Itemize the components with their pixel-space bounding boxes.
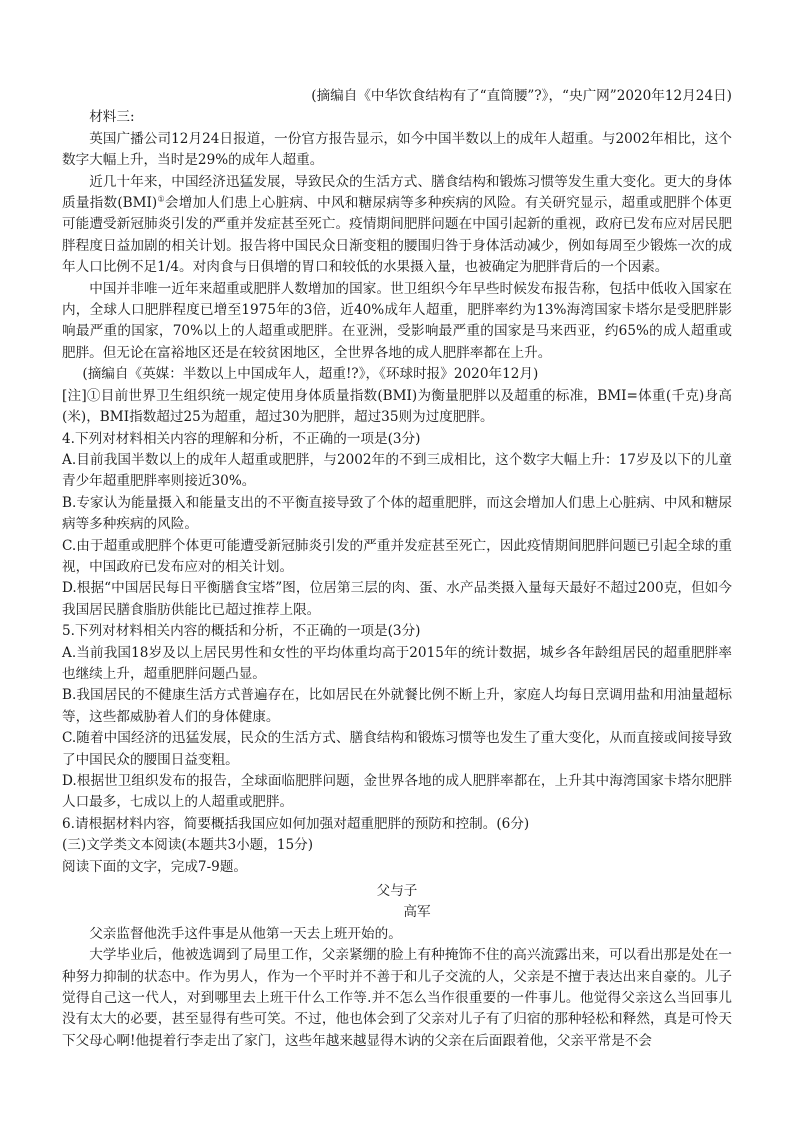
question-stem: 4.下列对材料相关内容的理解和分析，不正确的一项是(3分) bbox=[62, 430, 421, 447]
paragraph: 中国并非唯一近年来超重或肥胖人数增加的国家。世卫组织今年早些时候发布报告称，包括中低收入国家在内，全球人口肥胖程度已增至1975年的3倍，近40%成年人超重，肥胖率约为13%海湾国家卡塔尔是受肥胖影响最严重的国家，70%以上的人超重或肥胖。在亚洲，受影响最严重的国家是马来西亚，约65%的成人超重或肥胖。但无论在富裕地区还是在较贫困地区，全世界各地的成人肥胖率都在上升。 bbox=[62, 280, 732, 361]
option-a: A.当前我国18岁及以上居民男性和女性的平均体重均高于2015年的统计数据，城乡各年龄组居民的超重肥胖率也继续上升，超重肥胖问题凸显。 bbox=[62, 644, 732, 682]
paragraph: 大学毕业后，他被选调到了局里工作，父亲紧绷的脸上有种掩饰不住的高兴流露出来，可以看出那是处在一种努力抑制的状态中。作为男人，作为一个平时并不善于和儿子交流的人，父亲是不擅于表达出来自豪的。儿子觉得自己这一代人，对到哪里去上班干什么工作等.并不怎么当作很重要的一件事儿。他觉得父亲这么当回事儿没有太大的必要，甚至显得有些可笑。不过，他也体会到了父亲对儿子有了归宿的那种轻松和释然，真是可怜天下父母心啊!他提着行李走出了家门，这些年越来越显得木讷的父亲在后面跟着他，父亲平常是不会 bbox=[62, 947, 732, 1049]
material-heading: 材料三: bbox=[89, 109, 135, 126]
option-b: B.我国居民的不健康生活方式普遍存在，比如居民在外就餐比例不断上升，家庭人均每日烹调用盐和用油量超标等，这些都威胁着人们的身体健康。 bbox=[62, 687, 732, 725]
source-citation: (摘编自《中华饮食结构有了“直筒腰”?》，“央广网”2020年12月24日) bbox=[311, 88, 732, 104]
paragraph: 英国广播公司12月24日报道，一份官方报告显示，如今中国半数以上的成年人超重。与2002年相比，这个数字大幅上升，当时是29%的成年人超重。 bbox=[62, 130, 732, 169]
question-stem: 6.请根据材料内容，简要概括我国应如何加强对超重肥胖的预防和控制。(6分) bbox=[62, 815, 530, 832]
source-citation: (摘编自《英媒：半数以上中国成年人，超重!?》，《环球时报》2020年12月) bbox=[82, 366, 539, 383]
paragraph-text: 会增加人们患上心脏病、中风和糖尿病等多种疾病的风险。有关研究显示，超重或肥胖个体更可能遭受新冠肺炎引发的严重并发症甚至死亡。疫情期间肥胖问题在中国引起新的重视，政府已发布应对居民肥胖程度日益加剧的相关计划。报告将中国民众日渐变粗的腰围归咎于身体活动减少，例如每周至少锻炼一次的成年人口比例不足1/4。对肉食与日俱增的胃口和较低的水果摄入量，也被确定为肥胖背后的一个因素。 bbox=[62, 195, 733, 276]
paragraph-text: 近几十年来，中国经济迅猛发展，导致民众的生活方式、膳食结构和锻炼习惯等发生重大变化。更大的身体质量指数(BMI) bbox=[62, 173, 732, 212]
question-stem: 5.下列对材料相关内容的概括和分析，不正确的一项是(3分) bbox=[62, 623, 421, 640]
option-b: B.专家认为能量摄入和能量支出的不平衡直接导致了个体的超重肥胖，而这会增加人们患上心脏病、中风和糖尿病等多种疾病的风险。 bbox=[62, 494, 732, 533]
footnote-marker: ① bbox=[157, 194, 165, 204]
option-a: A.目前我国半数以上的成年人超重或肥胖，与2002年的不到三成相比，这个数字大幅上升：17岁及以下的儿童青少年超重肥胖率则接近30%。 bbox=[62, 451, 732, 490]
option-c: C.随着中国经济的迅猛发展，民众的生活方式、膳食结构和锻炼习惯等也发生了重大变化，从而直接或间接导致了中国民众的腰围日益变粗。 bbox=[62, 730, 732, 768]
story-author: 高军 bbox=[403, 904, 431, 921]
section-heading: (三)文学类文本阅读(本题共3小题，15分) bbox=[62, 837, 314, 854]
section-instruction: 阅读下面的文字，完成7-9题。 bbox=[62, 858, 248, 875]
option-d: D.根据“中国居民每日平衡膳食宝塔”图，位居第三层的肉、蛋、水产品类摄入量每天最好不超过200克，但如今我国居民膳食脂肪供能比已超过推荐上限。 bbox=[62, 580, 732, 618]
paragraph: 父亲监督他洗手这件事是从他第一天去上班开始的。 bbox=[89, 925, 402, 942]
option-d: D.根据世卫组织发布的报告，全球面临肥胖问题，金世界各地的成人肥胖率都在，上升其中海湾国家卡塔尔肥胖人口最多，七成以上的人超重或肥胖。 bbox=[62, 773, 732, 811]
footnote: [注]①目前世界卫生组织统一规定使用身体质量指数(BMI)为衡量肥胖以及超重的标准，BMI=体重(千克)身高(米)，BMI指数超过25为超重，超过30为肥胖，超过35则为过度肥胖。 bbox=[62, 387, 732, 426]
paragraph bbox=[62, 172, 732, 279]
option-c: C.由于超重或肥胖个体更可能遭受新冠肺炎引发的严重并发症甚至死亡，因此疫情期间肥胖问题已引起全球的重视，中国政府已发布应对的相关计划。 bbox=[62, 537, 732, 575]
story-title: 父与子 bbox=[376, 883, 418, 900]
